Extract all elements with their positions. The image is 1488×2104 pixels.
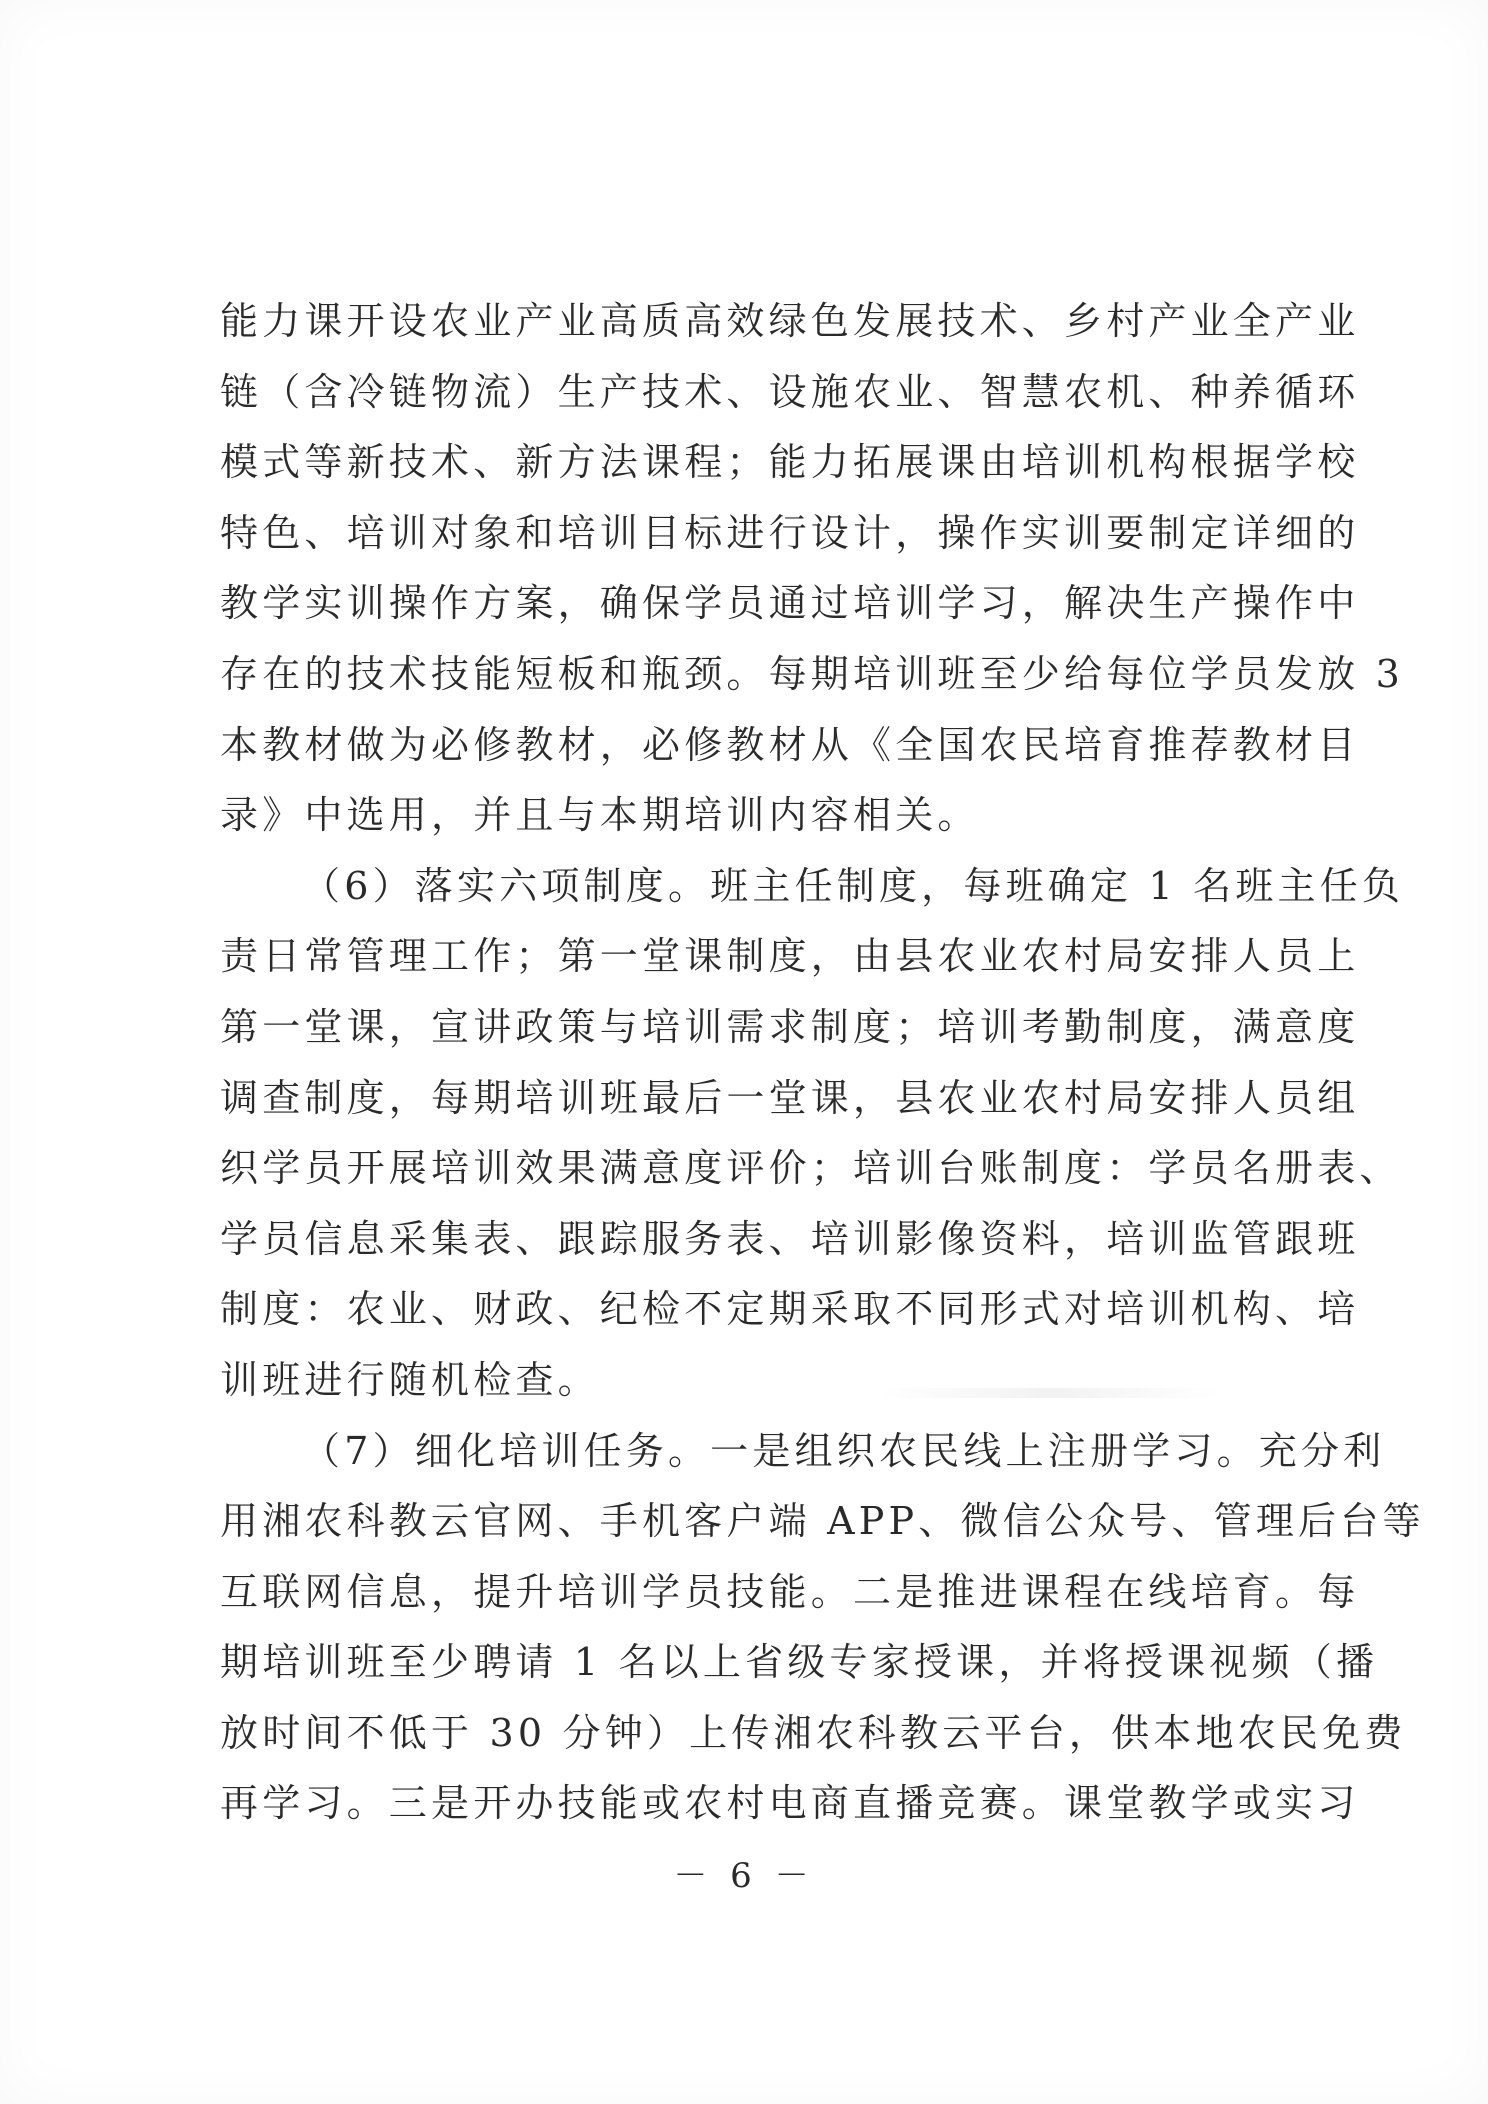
text-line: 链（含冷链物流）生产技术、设施农业、智慧农机、种养循环 (220, 369, 1360, 414)
text-line: 特色、培训对象和培训目标进行设计，操作实训要制定详细的 (220, 510, 1360, 555)
paragraph-7-first-line: （7）细化培训任务。一是组织农民线上注册学习。充分利 (302, 1428, 1386, 1473)
text-line: 再学习。三是开办技能或农村电商直播竞赛。课堂教学或实习 (220, 1781, 1360, 1826)
page-number: － 6 － (673, 1856, 815, 1896)
text-line: 责日常管理工作；第一堂课制度，由县农业农村局安排人员上 (220, 934, 1360, 979)
text-line: 放时间不低于 30 分钟）上传湘农科教云平台，供本地农民免费 (220, 1710, 1407, 1755)
scan-artifact (880, 1388, 1220, 1398)
text-line: 录》中选用，并且与本期培训内容相关。 (220, 793, 980, 838)
text-line: 织学员开展培训效果满意度评价；培训台账制度：学员名册表、 (220, 1146, 1402, 1191)
text-line: 用湘农科教云官网、手机客户端 APP、微信公众号、管理后台等 (220, 1499, 1425, 1544)
text-line: 能力课开设农业产业高质高效绿色发展技术、乡村产业全产业 (220, 299, 1360, 343)
document-body (220, 286, 1425, 1839)
text-line: 训班进行随机检查。 (220, 1357, 600, 1402)
text-line: 模式等新技术、新方法课程；能力拓展课由培训机构根据学校 (220, 440, 1360, 485)
text-line: 互联网信息，提升培训学员技能。二是推进课程在线培育。每 (220, 1569, 1360, 1614)
text-line: 本教材做为必修教材，必修教材从《全国农民培育推荐教材目 (220, 722, 1360, 767)
text-line: 教学实训操作方案，确保学员通过培训学习，解决生产操作中 (220, 581, 1360, 626)
text-line: 调查制度，每期培训班最后一堂课，县农业农村局安排人员组 (220, 1075, 1360, 1120)
paragraph-6-first-line: （6）落实六项制度。班主任制度，每班确定 1 名班主任负 (302, 863, 1405, 908)
text-line: 期培训班至少聘请 1 名以上省级专家授课，并将授课视频（播 (220, 1640, 1379, 1685)
text-line: 存在的技术技能短板和瓶颈。每期培训班至少给每位学员发放 3 (220, 651, 1405, 696)
text-line: 学员信息采集表、跟踪服务表、培训影像资料，培训监管跟班 (220, 1216, 1360, 1261)
text-line: 制度：农业、财政、纪检不定期采取不同形式对培训机构、培 (220, 1287, 1360, 1332)
text-line: 第一堂课，宣讲政策与培训需求制度；培训考勤制度，满意度 (220, 1004, 1360, 1049)
